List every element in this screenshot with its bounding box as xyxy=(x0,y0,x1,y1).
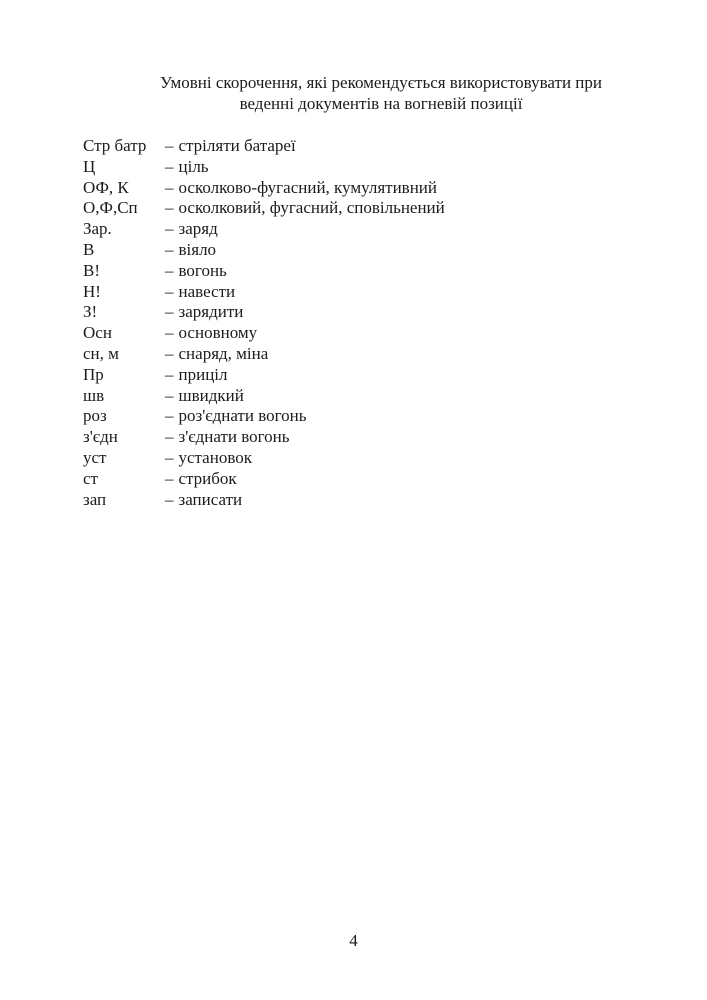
abbreviation-row xyxy=(83,386,677,407)
abbreviation-meaning: роз'єднати вогонь xyxy=(178,406,307,426)
abbreviation-term: З! xyxy=(83,302,98,322)
abbreviation-term: ст xyxy=(83,468,98,488)
abbreviation-term: з'єдн xyxy=(83,427,118,447)
abbreviation-row xyxy=(83,469,677,490)
abbreviation-row xyxy=(83,427,677,448)
abbreviation-term: сн, м xyxy=(83,343,119,363)
dash-separator: – xyxy=(165,136,174,155)
abbreviation-row xyxy=(83,157,677,178)
dash-separator: – xyxy=(165,406,174,426)
abbreviation-term: В! xyxy=(83,260,100,280)
abbreviation-term: Осн xyxy=(83,323,112,343)
dash-separator: – xyxy=(165,364,174,384)
abbreviation-row xyxy=(83,448,677,469)
abbreviation-row xyxy=(83,490,677,511)
abbreviation-row xyxy=(83,261,677,282)
abbreviation-meaning: заряд xyxy=(178,219,218,239)
abbreviation-row xyxy=(83,302,677,323)
abbreviation-definition xyxy=(165,344,268,365)
abbreviation-row xyxy=(83,136,677,157)
dash-separator: – xyxy=(165,281,174,301)
dash-separator: – xyxy=(165,239,174,259)
abbreviation-row xyxy=(83,198,677,219)
abbreviation-meaning: снаряд, міна xyxy=(178,343,269,363)
abbreviation-term: Пр xyxy=(83,364,104,384)
dash-separator: – xyxy=(165,260,174,280)
page-number: 4 xyxy=(349,931,358,950)
abbreviation-row xyxy=(83,282,677,303)
dash-separator: – xyxy=(165,198,174,218)
abbreviation-definition xyxy=(165,157,209,178)
abbreviation-term: роз xyxy=(83,406,107,426)
abbreviation-term: Зар. xyxy=(83,219,112,239)
abbreviation-meaning: ціль xyxy=(178,156,209,176)
abbreviation-meaning: зарядити xyxy=(178,302,244,322)
dash-separator: – xyxy=(165,343,174,363)
abbreviation-meaning: стріляти батареї xyxy=(178,136,296,155)
abbreviation-definition xyxy=(165,261,227,282)
abbreviation-definition xyxy=(165,178,437,199)
dash-separator: – xyxy=(165,489,174,509)
abbreviation-definition xyxy=(165,406,307,427)
abbreviation-row xyxy=(83,344,677,365)
dash-separator: – xyxy=(165,302,174,322)
abbreviation-definition xyxy=(165,282,235,303)
abbreviation-term: ОФ, К xyxy=(83,177,129,197)
abbreviation-meaning: швидкий xyxy=(178,385,244,405)
abbreviation-definition xyxy=(165,302,243,323)
abbreviation-term: Ц xyxy=(83,156,96,176)
abbreviation-row xyxy=(83,406,677,427)
abbreviation-row xyxy=(83,178,677,199)
abbreviation-definition xyxy=(165,365,228,386)
abbreviation-definition xyxy=(165,469,237,490)
abbreviation-meaning: установок xyxy=(178,447,252,467)
abbreviation-term: Н! xyxy=(83,281,101,301)
abbreviation-meaning: віяло xyxy=(178,239,217,259)
abbreviation-definition xyxy=(165,323,257,344)
abbreviation-list xyxy=(83,136,677,510)
page-title xyxy=(100,72,662,114)
abbreviation-term: зап xyxy=(83,489,107,509)
dash-separator: – xyxy=(165,468,174,488)
abbreviation-term: В xyxy=(83,239,95,259)
page-title-line2: веденні документів на вогневій позиції xyxy=(239,94,523,113)
abbreviation-definition xyxy=(165,448,252,469)
abbreviation-meaning: осколково-фугасний, кумулятивний xyxy=(178,177,437,197)
abbreviation-meaning: вогонь xyxy=(178,260,227,280)
abbreviation-definition xyxy=(165,198,445,219)
dash-separator: – xyxy=(165,156,174,176)
abbreviation-meaning: записати xyxy=(178,489,243,509)
dash-separator: – xyxy=(165,177,174,197)
dash-separator: – xyxy=(165,447,174,467)
abbreviation-definition xyxy=(165,427,290,448)
abbreviation-definition xyxy=(165,386,244,407)
abbreviation-term: шв xyxy=(83,385,105,405)
abbreviation-row xyxy=(83,219,677,240)
abbreviation-meaning: осколковий, фугасний, сповільнений xyxy=(178,198,445,218)
dash-separator: – xyxy=(165,323,174,343)
abbreviation-term: Стр батр xyxy=(83,136,147,155)
abbreviation-term: О,Ф,Сп xyxy=(83,198,138,218)
abbreviation-row xyxy=(83,323,677,344)
abbreviation-definition xyxy=(165,219,218,240)
abbreviation-definition xyxy=(165,240,216,261)
dash-separator: – xyxy=(165,219,174,239)
abbreviation-term: уст xyxy=(83,447,107,467)
abbreviation-meaning: з'єднати вогонь xyxy=(178,427,290,447)
abbreviation-meaning: стрибок xyxy=(178,468,237,488)
abbreviation-meaning: навести xyxy=(178,281,236,301)
abbreviation-definition xyxy=(165,490,242,511)
dash-separator: – xyxy=(165,427,174,447)
abbreviation-meaning: основному xyxy=(178,323,258,343)
dash-separator: – xyxy=(165,385,174,405)
abbreviation-row xyxy=(83,240,677,261)
abbreviation-row xyxy=(83,365,677,386)
abbreviation-meaning: приціл xyxy=(178,364,228,384)
abbreviation-definition xyxy=(165,136,296,157)
page-title-line1: Умовні скорочення, які рекомендується використовувати при xyxy=(159,73,603,92)
